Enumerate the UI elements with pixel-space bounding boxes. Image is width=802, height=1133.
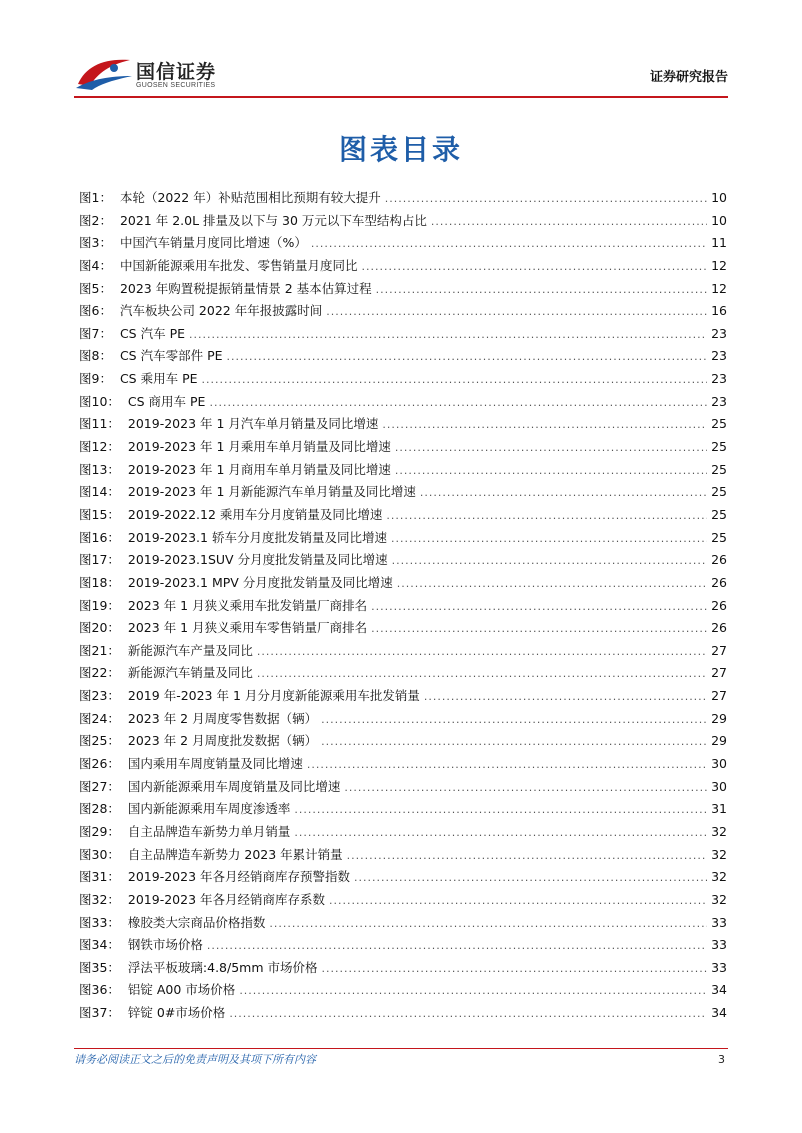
toc-entry-title: 2019-2023 年各月经销商库存系数 <box>127 891 326 907</box>
toc-leader-dots <box>347 849 707 862</box>
toc-entry-title: 2023 年 2 月周度批发数据（辆） <box>127 733 318 749</box>
toc-entry-page: 23 <box>711 371 727 387</box>
toc-leader-dots <box>322 962 708 975</box>
toc-entry-number: 图4： <box>79 257 112 273</box>
toc-leader-dots <box>386 509 707 522</box>
toc-leader-dots <box>354 871 707 884</box>
toc-entry[interactable] <box>79 777 727 800</box>
toc-leader-dots <box>227 350 708 363</box>
toc-entry-title: 2019 年-2023 年 1 月分月度新能源乘用车批发销量 <box>127 688 420 704</box>
toc-entry-title: 新能源汽车销量及同比 <box>127 665 253 681</box>
toc-entry[interactable] <box>79 301 727 324</box>
toc-entry-number: 图34： <box>79 937 120 953</box>
toc-entry-title: 2021 年 2.0L 排量及以下与 30 万元以下车型结构占比 <box>119 212 427 228</box>
toc-leader-dots <box>371 622 707 635</box>
toc-entry-page: 27 <box>711 665 727 681</box>
toc-entry[interactable] <box>79 1003 727 1026</box>
toc-entry-page: 30 <box>711 778 727 794</box>
toc-entry[interactable] <box>79 324 727 347</box>
toc-entry-page: 25 <box>711 461 727 477</box>
guosen-logo <box>74 50 244 96</box>
toc-entry[interactable] <box>79 867 727 890</box>
toc-entry-title: 钢铁市场价格 <box>127 937 203 953</box>
toc-leader-dots <box>344 781 707 794</box>
toc-entry[interactable] <box>79 845 727 868</box>
toc-entry-number: 图29： <box>79 823 120 839</box>
toc-leader-dots <box>420 486 707 499</box>
toc-leader-dots <box>202 373 708 386</box>
toc-entry-number: 图12： <box>79 439 120 455</box>
toc-entry-title: CS 乘用车 PE <box>119 371 198 387</box>
toc-entry-title: 中国汽车销量月度同比增速（%） <box>119 235 307 251</box>
toc-entry[interactable] <box>79 573 727 596</box>
toc-entry-page: 25 <box>711 484 727 500</box>
toc-entry-page: 30 <box>711 756 727 772</box>
toc-entry-title: 新能源汽车产量及同比 <box>127 642 253 658</box>
toc-entry[interactable] <box>79 799 727 822</box>
toc-entry-page: 12 <box>711 280 727 296</box>
toc-entry-page: 25 <box>711 439 727 455</box>
toc-entry-page: 27 <box>711 642 727 658</box>
toc-entry[interactable] <box>79 437 727 460</box>
toc-entry[interactable] <box>79 641 727 664</box>
toc-leader-dots <box>239 984 707 997</box>
toc-entry-title: 2019-2023 年 1 月新能源汽车单月销量及同比增速 <box>127 484 416 500</box>
toc-entry-number: 图3： <box>79 235 112 251</box>
toc-entry[interactable] <box>79 460 727 483</box>
page-header <box>74 50 728 98</box>
disclaimer-note: 请务必阅读正文之后的免责声明及其项下所有内容 <box>74 1053 316 1066</box>
toc-entry-page: 10 <box>711 190 727 205</box>
toc-entry-number: 图35： <box>79 959 120 975</box>
toc-entry[interactable] <box>79 596 727 619</box>
toc-entry[interactable] <box>79 822 727 845</box>
toc-entry[interactable] <box>79 958 727 981</box>
toc-entry-title: 2023 年 1 月狭义乘用车批发销量厂商排名 <box>127 597 368 613</box>
toc-leader-dots <box>371 600 707 613</box>
toc-entry-page: 33 <box>711 914 727 930</box>
toc-leader-dots <box>392 554 707 567</box>
toc-entry-page: 23 <box>711 393 727 409</box>
toc-leader-dots <box>395 464 707 477</box>
page-title: 图表目录 <box>338 133 463 166</box>
toc-entry-title: 锌锭 0#市场价格 <box>127 1005 226 1021</box>
logo-text-en: GUOSEN SECURITIES <box>136 82 216 89</box>
toc-entry-number: 图25： <box>79 733 120 749</box>
toc-entry[interactable] <box>79 528 727 551</box>
toc-entry-number: 图11： <box>79 416 120 432</box>
toc-entry-title: 国内新能源乘用车周度渗透率 <box>127 801 291 817</box>
toc-entry-number: 图16： <box>79 529 120 545</box>
toc-entry-page: 33 <box>711 937 727 953</box>
toc-entry-number: 图5： <box>79 280 112 296</box>
toc-entry-number: 图6： <box>79 303 112 319</box>
toc-entry-title: 橡胶类大宗商品价格指数 <box>127 914 266 930</box>
toc-entry-title: CS 汽车零部件 PE <box>119 348 223 364</box>
toc-leader-dots <box>329 894 707 907</box>
toc-entry-page: 33 <box>711 959 727 975</box>
toc-entry-title: 2019-2023.1 MPV 分月度批发销量及同比增速 <box>127 574 393 590</box>
toc-entry-number: 图19： <box>79 597 120 613</box>
toc-entry-title: 2019-2023 年 1 月汽车单月销量及同比增速 <box>127 416 379 432</box>
toc-entry-page: 25 <box>711 416 727 432</box>
toc-leader-dots <box>361 260 707 273</box>
toc-entry-page: 23 <box>711 348 727 364</box>
toc-entry-number: 图27： <box>79 778 120 794</box>
toc-entry-number: 图23： <box>79 688 120 704</box>
toc-entry-number: 图26： <box>79 756 120 772</box>
toc-entry-title: CS 汽车 PE <box>119 325 185 341</box>
toc-entry-page: 23 <box>711 325 727 341</box>
toc-leader-dots <box>376 283 707 296</box>
toc-leader-dots <box>209 396 707 409</box>
toc-entry-page: 11 <box>711 235 727 251</box>
toc-leader-dots <box>189 328 707 341</box>
toc-leader-dots <box>431 215 707 228</box>
toc-entry-page: 26 <box>711 620 727 636</box>
toc-leader-dots <box>257 645 707 658</box>
toc-entry-page: 29 <box>711 710 727 726</box>
toc-entry[interactable] <box>79 686 727 709</box>
toc-entry-number: 图18： <box>79 574 120 590</box>
figure-table-of-contents <box>79 188 727 1026</box>
toc-entry[interactable] <box>79 369 727 392</box>
toc-entry-page: 26 <box>711 574 727 590</box>
toc-entry-number: 图15： <box>79 506 120 522</box>
toc-leader-dots <box>269 917 707 930</box>
toc-entry-page: 34 <box>711 1005 727 1021</box>
toc-entry[interactable] <box>79 618 727 641</box>
report-type-label: 证券研究报告 <box>649 70 728 85</box>
toc-entry-number: 图8： <box>79 348 112 364</box>
toc-entry-title: 2023 年 1 月狭义乘用车零售销量厂商排名 <box>127 620 368 636</box>
toc-entry-number: 图30： <box>79 846 120 862</box>
footer-divider <box>74 1048 728 1049</box>
toc-entry-title: 2019-2023 年 1 月商用车单月销量及同比增速 <box>127 461 391 477</box>
toc-entry-title: CS 商用车 PE <box>127 393 206 409</box>
toc-entry-page: 10 <box>711 212 727 228</box>
toc-entry[interactable] <box>79 414 727 437</box>
toc-entry-page: 32 <box>711 891 727 907</box>
toc-entry[interactable] <box>79 709 727 732</box>
toc-leader-dots <box>229 1007 707 1020</box>
toc-entry-title: 2023 年购置税提振销量情景 2 基本估算过程 <box>119 280 372 296</box>
toc-entry-page: 25 <box>711 529 727 545</box>
toc-entry-page: 32 <box>711 869 727 885</box>
toc-entry-number: 图10： <box>79 393 120 409</box>
toc-entry[interactable] <box>79 279 727 302</box>
toc-entry-title: 中国新能源乘用车批发、零售销量月度同比 <box>119 257 358 273</box>
toc-entry[interactable] <box>79 731 727 754</box>
toc-entry-number: 图33： <box>79 914 120 930</box>
toc-entry-number: 图2： <box>79 212 112 228</box>
toc-entry-page: 34 <box>711 982 727 998</box>
toc-entry[interactable] <box>79 188 727 211</box>
toc-leader-dots <box>321 713 707 726</box>
toc-entry-number: 图20： <box>79 620 120 636</box>
toc-entry-title: 本轮（2022 年）补贴范围相比预期有较大提升 <box>119 190 381 205</box>
toc-leader-dots <box>382 418 707 431</box>
toc-entry-number: 图22： <box>79 665 120 681</box>
toc-entry[interactable] <box>79 233 727 256</box>
toc-entry-page: 26 <box>711 597 727 613</box>
toc-entry[interactable] <box>79 980 727 1003</box>
toc-entry[interactable] <box>79 392 727 415</box>
toc-entry-title: 2019-2023.1SUV 分月度批发销量及同比增速 <box>127 552 388 568</box>
toc-entry[interactable] <box>79 935 727 958</box>
toc-entry-number: 图28： <box>79 801 120 817</box>
toc-leader-dots <box>391 532 707 545</box>
toc-entry-title: 2023 年 2 月周度零售数据（辆） <box>127 710 318 726</box>
header-divider <box>74 96 728 98</box>
toc-entry[interactable] <box>79 256 727 279</box>
toc-entry-title: 2019-2022.12 乘用车分月度销量及同比增速 <box>127 506 383 522</box>
toc-entry-title: 浮法平板玻璃:4.8/5mm 市场价格 <box>127 959 318 975</box>
toc-entry-page: 31 <box>711 801 727 817</box>
toc-entry-number: 图14： <box>79 484 120 500</box>
toc-entry[interactable] <box>79 346 727 369</box>
toc-entry-page: 12 <box>711 257 727 273</box>
toc-leader-dots <box>307 758 707 771</box>
toc-entry-page: 29 <box>711 733 727 749</box>
toc-entry-title: 自主品牌造车新势力单月销量 <box>127 823 291 839</box>
toc-entry[interactable] <box>79 505 727 528</box>
toc-entry-number: 图9： <box>79 371 112 387</box>
toc-entry-title: 2019-2023.1 轿车分月度批发销量及同比增速 <box>127 529 387 545</box>
toc-entry-number: 图32： <box>79 891 120 907</box>
toc-entry[interactable] <box>79 482 727 505</box>
toc-leader-dots <box>385 192 707 205</box>
toc-leader-dots <box>424 690 707 703</box>
toc-entry[interactable] <box>79 754 727 777</box>
toc-entry-page: 32 <box>711 823 727 839</box>
toc-entry[interactable] <box>79 890 727 913</box>
toc-entry-title: 2019-2023 年各月经销商库存预警指数 <box>127 869 351 885</box>
toc-entry[interactable] <box>79 663 727 686</box>
toc-leader-dots <box>207 939 707 952</box>
toc-entry[interactable] <box>79 913 727 936</box>
toc-leader-dots <box>294 803 707 816</box>
toc-entry-number: 图7： <box>79 325 112 341</box>
toc-entry-title: 汽车板块公司 2022 年年报披露时间 <box>119 303 323 319</box>
page-number: 3 <box>718 1053 725 1066</box>
toc-leader-dots <box>326 305 707 318</box>
toc-entry-title: 国内乘用车周度销量及同比增速 <box>127 756 303 772</box>
toc-entry-number: 图13： <box>79 461 120 477</box>
toc-entry[interactable] <box>79 211 727 234</box>
logo-text-cn: 国信证券 <box>136 61 217 83</box>
toc-leader-dots <box>311 237 707 250</box>
toc-entry-title: 国内新能源乘用车周度销量及同比增速 <box>127 778 341 794</box>
toc-entry-title: 自主品牌造车新势力 2023 年累计销量 <box>127 846 343 862</box>
toc-entry-number: 图21： <box>79 642 120 658</box>
toc-leader-dots <box>294 826 707 839</box>
toc-entry[interactable] <box>79 550 727 573</box>
toc-entry-number: 图31： <box>79 869 120 885</box>
toc-leader-dots <box>395 441 707 454</box>
toc-entry-number: 图36： <box>79 982 120 998</box>
toc-entry-title: 铝锭 A00 市场价格 <box>127 982 236 998</box>
toc-entry-number: 图37： <box>79 1005 120 1021</box>
toc-entry-page: 25 <box>711 506 727 522</box>
toc-entry-page: 16 <box>711 303 727 319</box>
toc-entry-page: 27 <box>711 688 727 704</box>
toc-entry-number: 图24： <box>79 710 120 726</box>
toc-leader-dots <box>257 667 707 680</box>
toc-entry-page: 32 <box>711 846 727 862</box>
toc-leader-dots <box>321 735 707 748</box>
toc-entry-page: 26 <box>711 552 727 568</box>
guosen-logo-mark-icon <box>74 54 134 92</box>
toc-entry-number: 图1： <box>79 190 112 205</box>
toc-entry-title: 2019-2023 年 1 月乘用车单月销量及同比增速 <box>127 439 391 455</box>
toc-entry-number: 图17： <box>79 552 120 568</box>
toc-leader-dots <box>397 577 707 590</box>
